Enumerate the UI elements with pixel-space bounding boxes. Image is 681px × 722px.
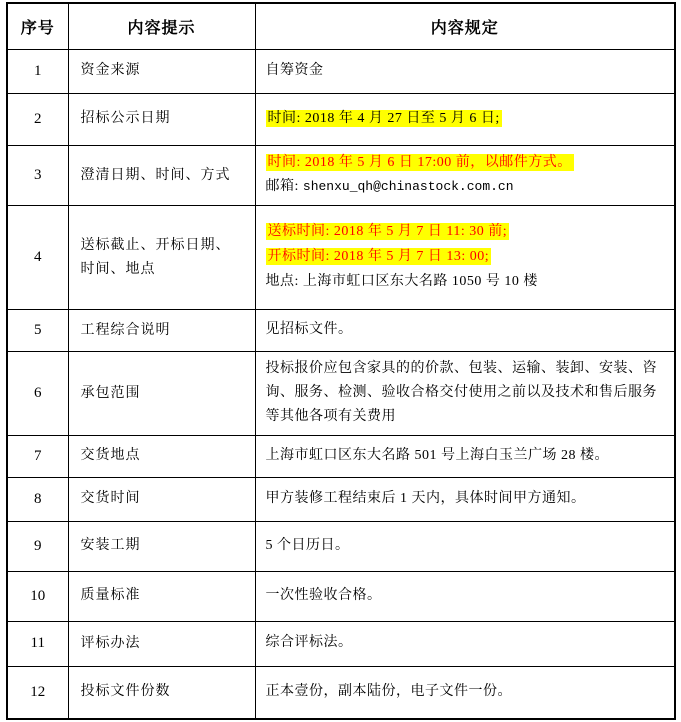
spec-text: 自筹资金 xyxy=(265,62,324,78)
spec-line xyxy=(266,631,665,656)
spec-line xyxy=(266,584,665,609)
table-row xyxy=(7,206,675,310)
row-number: 6 xyxy=(7,352,68,435)
content-hint-cell: 评标办法 xyxy=(68,621,255,666)
content-spec-cell xyxy=(255,435,675,477)
content-spec-cell xyxy=(255,145,675,206)
content-spec-cell xyxy=(255,206,675,310)
spec-line xyxy=(266,318,665,343)
row-number: 3 xyxy=(7,145,68,206)
row-number: 1 xyxy=(7,49,68,93)
spec-line xyxy=(266,487,665,512)
table-row xyxy=(7,477,675,521)
row-number: 12 xyxy=(7,666,68,719)
email-address: shenxu_qh@chinastock.com.cn xyxy=(302,179,514,195)
header-content-spec: 内容规定 xyxy=(255,3,675,49)
content-hint-cell: 工程综合说明 xyxy=(68,310,255,352)
content-spec-cell xyxy=(255,571,675,621)
content-hint-cell: 澄清日期、时间、方式 xyxy=(68,145,255,206)
content-spec-cell xyxy=(255,477,675,521)
table-row xyxy=(7,435,675,477)
content-hint-cell: 承包范围 xyxy=(68,352,255,435)
table-row xyxy=(7,145,675,206)
content-hint-cell: 交货地点 xyxy=(68,435,255,477)
table-row xyxy=(7,521,675,571)
row-number: 8 xyxy=(7,477,68,521)
spec-line xyxy=(266,534,665,559)
content-hint-cell: 资金来源 xyxy=(68,49,255,93)
content-hint-cell: 投标文件份数 xyxy=(68,666,255,719)
content-spec-cell xyxy=(255,49,675,93)
row-number: 4 xyxy=(7,206,68,310)
table-row xyxy=(7,621,675,666)
spec-line xyxy=(266,680,665,705)
row-number: 7 xyxy=(7,435,68,477)
content-hint-cell: 质量标准 xyxy=(68,571,255,621)
row-number: 9 xyxy=(7,521,68,571)
row-number: 5 xyxy=(7,310,68,352)
spec-text: 5 个日历日。 xyxy=(265,537,350,553)
spec-text: 综合评标法。 xyxy=(265,635,353,651)
email-label: 邮箱: xyxy=(265,179,303,195)
row-number: 10 xyxy=(7,571,68,621)
spec-text: 上海市虹口区东大名路 501 号上海白玉兰广场 28 楼。 xyxy=(265,447,609,463)
spec-line xyxy=(266,357,665,429)
table-row xyxy=(7,571,675,621)
header-row xyxy=(7,3,675,49)
table-row xyxy=(7,310,675,352)
spec-line xyxy=(266,59,665,84)
spec-line xyxy=(266,107,665,132)
content-spec-cell xyxy=(255,621,675,666)
table-row xyxy=(7,666,675,719)
highlighted-text: 时间: 2018 年 5 月 6 日 17:00 前，以邮件方式。 xyxy=(267,154,572,170)
table-row xyxy=(7,49,675,93)
tender-info-table xyxy=(6,2,676,720)
spec-line xyxy=(266,220,665,245)
spec-text: 正本壹份，副本陆份，电子文件一份。 xyxy=(265,683,512,699)
row-number: 2 xyxy=(7,93,68,145)
spec-text: 投标报价应包含家具的的价款、包装、运输、装卸、安装、咨询、服务、检测、验收合格交付使用之前以及技术和售后服务等其他各项有关费用 xyxy=(265,361,657,425)
header-content-hint: 内容提示 xyxy=(68,3,255,49)
spec-line xyxy=(266,245,665,270)
content-hint-cell: 送标截止、开标日期、时间、地点 xyxy=(68,206,255,310)
highlighted-text: 送标时间: 2018 年 5 月 7 日 11: 30 前; xyxy=(267,224,508,240)
table-row xyxy=(7,352,675,435)
content-hint-cell: 招标公示日期 xyxy=(68,93,255,145)
table-row xyxy=(7,93,675,145)
highlighted-text: 开标时间: 2018 年 5 月 7 日 13: 00; xyxy=(267,249,490,265)
spec-line xyxy=(266,444,665,469)
highlighted-text: 时间: 2018 年 4 月 27 日至 5 月 6 日; xyxy=(267,110,500,126)
header-seq-number: 序号 xyxy=(7,3,68,49)
spec-text: 甲方装修工程结束后 1 天内，具体时间甲方通知。 xyxy=(265,490,586,506)
spec-text: 见招标文件。 xyxy=(265,322,353,338)
content-hint-cell: 安装工期 xyxy=(68,521,255,571)
spec-text: 地点: 上海市虹口区东大名路 1050 号 10 楼 xyxy=(265,274,538,290)
content-hint-cell: 交货时间 xyxy=(68,477,255,521)
spec-text: 一次性验收合格。 xyxy=(265,587,382,603)
content-spec-cell xyxy=(255,666,675,719)
content-spec-cell xyxy=(255,352,675,435)
spec-line xyxy=(266,151,665,176)
spec-line xyxy=(266,270,665,295)
content-spec-cell xyxy=(255,310,675,352)
row-number: 11 xyxy=(7,621,68,666)
content-spec-cell xyxy=(255,521,675,571)
content-spec-cell xyxy=(255,93,675,145)
spec-line xyxy=(266,175,665,200)
